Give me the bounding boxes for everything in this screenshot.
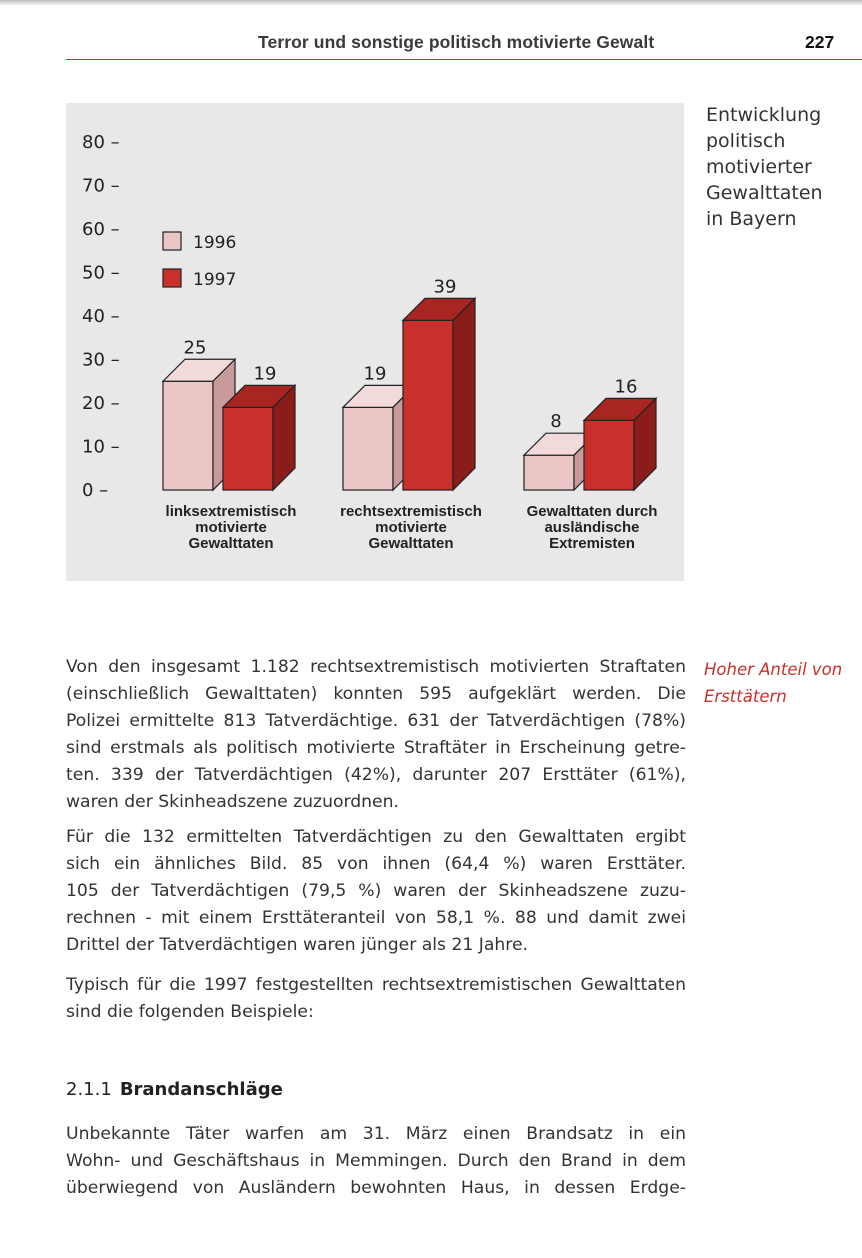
- page-top-edge: [0, 0, 862, 6]
- paragraph-3: [66, 972, 686, 1026]
- y-tick-label: 60 –: [82, 219, 120, 240]
- section-title: Brandanschläge: [119, 1079, 283, 1100]
- y-tick-label: 30 –: [82, 349, 120, 371]
- text-line: 105 der Tatverdächtigen (79,5 %) waren der Skinheadszene zuzu-: [66, 881, 686, 901]
- value-label: 19: [363, 363, 387, 385]
- category-label: Gewalttaten: [368, 535, 454, 552]
- category-labels: [166, 503, 658, 552]
- bar-1997-1: [223, 385, 295, 490]
- category-label: motivierte: [375, 519, 447, 536]
- caption-line: in Bayern: [706, 208, 797, 230]
- y-tick-label: 0 –: [82, 480, 109, 501]
- legend-label: 1996: [193, 233, 237, 253]
- category-label: Extremisten: [549, 535, 635, 552]
- chart-panel: [66, 103, 684, 581]
- paragraph-2: [66, 824, 686, 959]
- category-label: rechtsextremistisch: [340, 503, 482, 520]
- category-label: Gewalttaten durch: [526, 503, 658, 520]
- legend: [163, 232, 236, 290]
- paragraph-4: [66, 1121, 686, 1202]
- text-line: Von den insgesamt 1.182 rechtsextremistisch motivierten Straftaten: [66, 657, 686, 677]
- figure-caption: [706, 102, 856, 232]
- margin-note-line: Hoher Anteil von: [704, 660, 843, 679]
- caption-line: Entwicklung: [706, 104, 822, 126]
- category-label: ausländische: [544, 519, 640, 536]
- text-line: überwiegend von Ausländern bewohnten Haus, in dessen Erdge-: [66, 1178, 686, 1198]
- section-heading: [66, 1079, 283, 1100]
- page-number: 227: [805, 32, 835, 52]
- caption-line: politisch: [706, 130, 786, 152]
- text-line: sind die folgenden Beispiele:: [66, 1002, 314, 1022]
- bar-1997-2: [403, 298, 475, 490]
- text-line: sind erstmals als politisch motivierte Straftäter in Erscheinung getre-: [66, 738, 686, 758]
- text-line: Typisch für die 1997 festgestellten rechtsextremistischen Gewalttaten: [66, 975, 686, 995]
- bar-chart: [66, 103, 684, 581]
- section-number: 2.1.1: [66, 1079, 112, 1100]
- bar-1997-3: [584, 398, 656, 490]
- text-line: Drittel der Tatverdächtigen waren jünger als 21 Jahre.: [66, 935, 529, 955]
- y-tick-label: 50 –: [82, 262, 120, 284]
- value-label: 16: [614, 376, 638, 398]
- legend-swatch: [163, 232, 181, 250]
- caption-line: Gewalttaten: [706, 182, 823, 204]
- text-line: ten. 339 der Tatverdächtigen (42%), darunter 207 Ersttäter (61%),: [66, 765, 686, 785]
- margin-note: [704, 656, 854, 710]
- y-tick-label: 10 –: [82, 436, 120, 458]
- value-label: 8: [550, 411, 562, 433]
- y-tick-label: 70 –: [82, 175, 120, 197]
- text-line: Unbekannte Täter warfen am 31. März einen Brandsatz in ein: [66, 1124, 686, 1144]
- text-line: Wohn- und Geschäftshaus in Memmingen. Durch den Brand in dem: [66, 1151, 686, 1171]
- caption-line: motivierter: [706, 156, 812, 178]
- category-label: motivierte: [195, 519, 267, 536]
- text-line: waren der Skinheadszene zuzuordnen.: [66, 792, 399, 812]
- text-line: sich ein ähnliches Bild. 85 von ihnen (64,4 %) waren Ersttäter.: [66, 854, 686, 874]
- y-tick-label: 40 –: [82, 306, 120, 327]
- y-axis: [82, 132, 120, 501]
- header-rule: [66, 59, 862, 60]
- value-label: 39: [433, 276, 457, 298]
- text-line: Polizei ermittelte 813 Tatverdächtige. 631 der Tatverdächtigen (78%): [66, 711, 686, 731]
- y-tick-label: 20 –: [82, 393, 120, 414]
- category-label: linksextremistisch: [165, 503, 297, 520]
- paragraph-1: [66, 654, 686, 816]
- legend-swatch: [163, 269, 181, 287]
- y-tick-label: 80 –: [82, 132, 120, 153]
- category-label: Gewalttaten: [188, 535, 274, 552]
- margin-note-line: Ersttätern: [704, 687, 787, 706]
- text-line: rechnen - mit einem Ersttäteranteil von 58,1 %. 88 und damit zwei: [66, 908, 686, 928]
- text-line: Für die 132 ermittelten Tatverdächtigen zu den Gewalttaten ergibt: [66, 827, 686, 847]
- legend-label: 1997: [193, 270, 237, 290]
- bars: [163, 298, 656, 490]
- value-label: 19: [253, 363, 277, 385]
- text-line: (einschließlich Gewalttaten) konnten 595 aufgeklärt werden. Die: [66, 684, 686, 704]
- value-label: 25: [183, 337, 207, 359]
- running-header-title: Terror und sonstige politisch motivierte Gewalt: [258, 32, 655, 52]
